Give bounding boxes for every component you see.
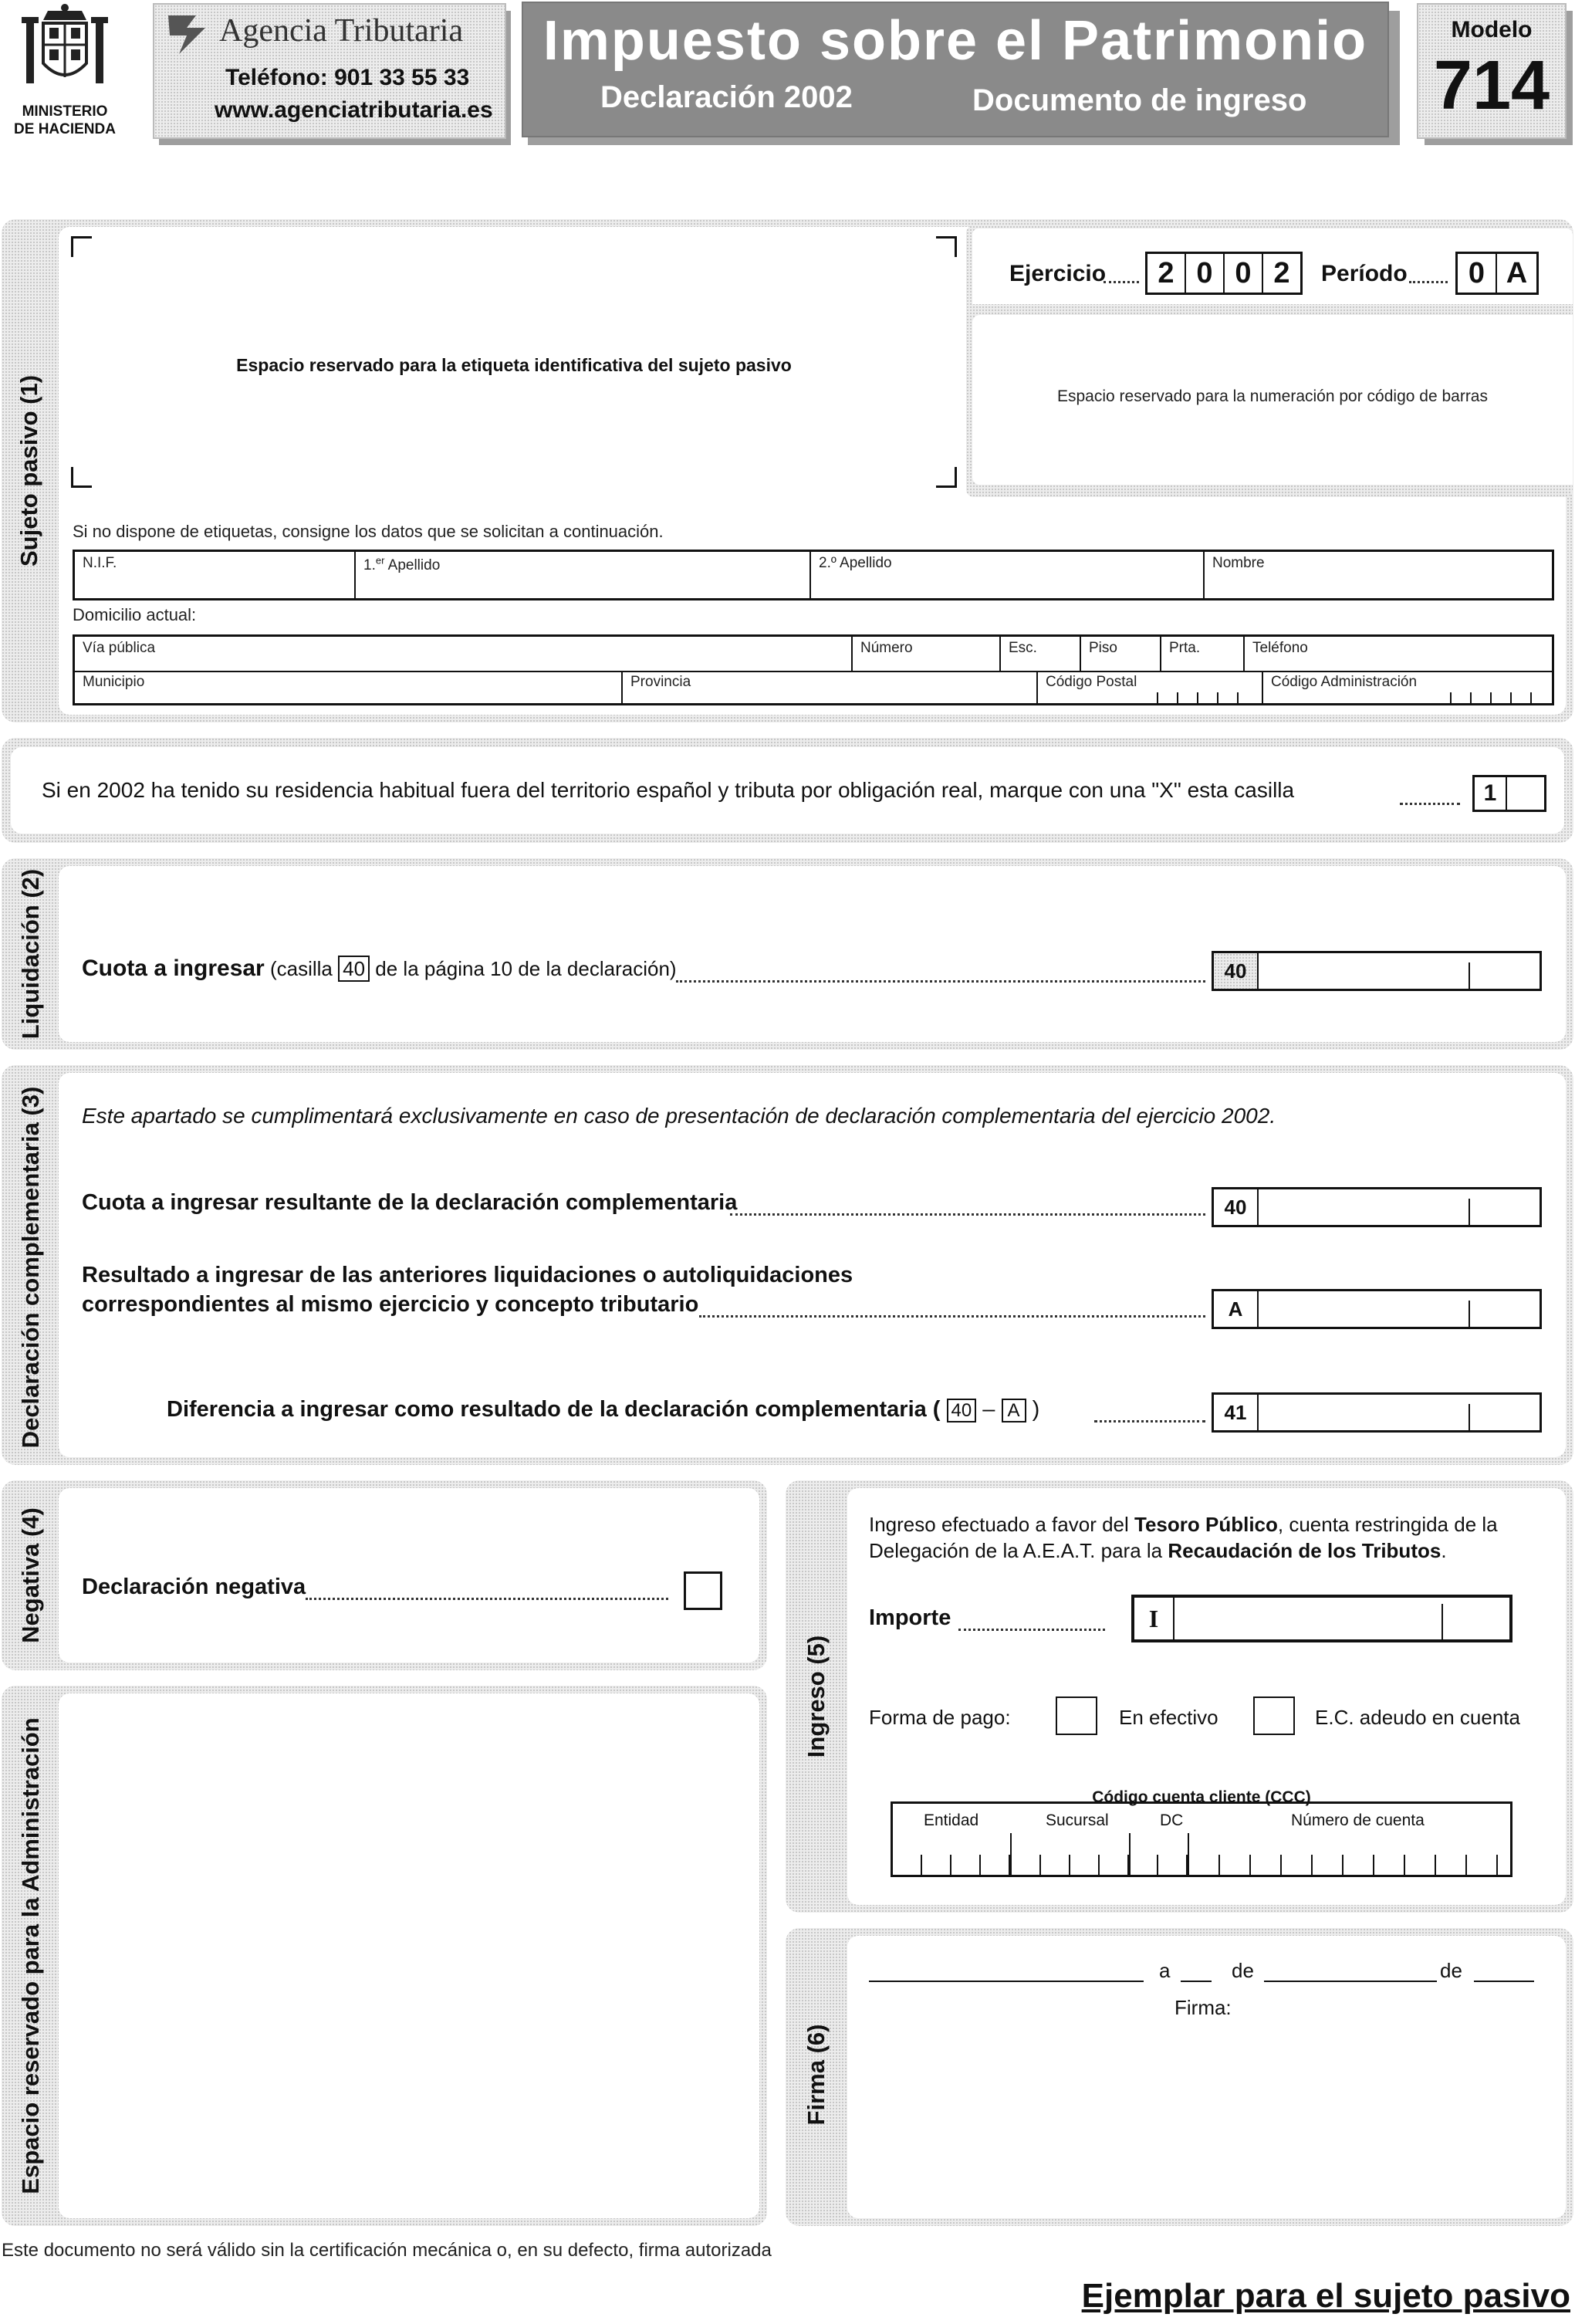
resultado-line1: Resultado a ingresar de las anteriores liquidaciones o autoliquidaciones [82,1263,853,1287]
firma-inner [847,1936,1566,2218]
resultado-decimal [1469,1301,1470,1327]
firma-de2-label: de [1440,1959,1462,1982]
piso-label: Piso [1089,640,1117,656]
diferencia-label: Diferencia a ingresar como resultado de la declaración complementaria ( [167,1397,941,1422]
admin-ticks [1450,692,1550,703]
domicilio-label: Domicilio actual: [73,605,197,624]
residencia-box-number: 1 [1475,777,1507,810]
diferencia-close: ) [1032,1397,1040,1422]
provincia-field[interactable] [623,672,1038,703]
apellido1-label: 1.$^{er}$ Apellido [363,555,441,574]
apellido2-label: 2.º Apellido [819,555,892,571]
cuota-complementaria-dots [730,1213,1205,1216]
importe-label: Importe [869,1605,951,1630]
municipio-field[interactable] [75,672,623,703]
firma-side-label: Firma (6) [803,2024,830,2126]
agency-name: Agencia Tributaria [219,13,464,49]
periodo-box [1455,252,1539,295]
importe-input[interactable] [1174,1598,1509,1639]
ccc-dc-label: DC [1160,1812,1184,1829]
piso-field[interactable] [1081,637,1161,671]
cuota-complementaria-label: Cuota a ingresar resultante de la declaración complementaria [82,1190,738,1215]
modelo-number: 714 [1433,47,1550,124]
complementaria-section [2,1065,1573,1465]
ingreso-line1-c: , cuenta restringida de la [1277,1513,1498,1536]
corner-br [936,467,957,488]
nombre-field[interactable] [1205,552,1552,598]
ejercicio-bar [972,228,1573,304]
resultado-input[interactable] [1259,1291,1540,1327]
diferencia-input[interactable] [1259,1395,1540,1430]
nif-label: N.I.F. [83,555,117,571]
corner-tr [936,236,957,257]
residencia-checkbox[interactable] [1507,777,1544,810]
provincia-label: Provincia [630,674,691,690]
diferencia-code: 41 [1214,1395,1259,1430]
negativa-inner [59,1488,759,1663]
admin-side-label: Espacio reservado para la Administración [17,1717,44,2194]
agency-website: www.agenciatributaria.es [215,97,493,123]
residencia-section [2,738,1573,843]
coat-of-arms-icon [11,3,119,96]
cuota-ingresar-label: Cuota a ingresar [82,956,265,981]
ingreso-section [786,1480,1573,1913]
cuota-complementaria-decimal [1469,1199,1470,1225]
complementaria-inner [59,1073,1566,1457]
corner-tl [71,236,92,257]
negativa-side-label: Negativa (4) [17,1507,44,1643]
prta-field[interactable] [1161,637,1245,671]
title-box [522,2,1389,137]
domicilio-fields [73,634,1554,705]
firma-signature-area[interactable] [869,2028,1548,2198]
ministry-line2: DE HACIENDA [14,121,116,137]
prta-label: Prta. [1169,640,1201,656]
firma-de1-label: de [1232,1959,1254,1982]
diferencia-minus: – [982,1397,995,1422]
barcode-area [972,315,1573,485]
ejercicio-dots [1104,281,1139,283]
ejercicio-box [1145,252,1303,295]
diferencia-ref-b: A [1002,1399,1026,1422]
ejercicio-panel [966,225,1573,497]
label-area [71,236,957,488]
ingreso-line1 [869,1513,1498,1537]
apellido1-field[interactable] [356,552,811,598]
ccc-entidad-ticks [893,1855,1012,1875]
ccc-dc-ticks [1129,1855,1188,1875]
casilla-ref-box: 40 [338,956,370,982]
ingreso-side-label: Ingreso (5) [803,1635,830,1758]
municipio-label: Municipio [83,674,145,690]
modelo-box [1417,3,1567,139]
liquidacion-dots [676,980,1205,983]
cuota-complementaria-code: 40 [1214,1189,1259,1225]
firma-day-line[interactable] [1181,1981,1212,1982]
firma-month-line[interactable] [1264,1981,1437,1982]
efectivo-checkbox[interactable] [1056,1696,1097,1735]
via-publica-label: Vía pública [83,640,156,656]
cuota-complementaria-input[interactable] [1259,1189,1540,1225]
ingreso-line2-b: Recaudación de los Tributos [1168,1539,1441,1562]
ccc-title: Código cuenta cliente (CCC) [1092,1788,1311,1806]
esc-label: Esc. [1009,640,1037,656]
ministry-line1: MINISTERIO [22,103,108,120]
liquidacion-line [82,956,677,982]
liquidacion-inner [59,866,1566,1042]
ejercicio-label: Ejercicio [1009,261,1107,286]
codigo-postal-label: Código Postal [1046,674,1137,690]
apellido1-superscript: er [375,555,385,567]
ingreso-line2-a: Delegación de la A.E.A.T. para la [869,1539,1168,1562]
firma-place-line[interactable] [869,1981,1144,1982]
ingreso-line1-a: Ingreso efectuado a favor del [869,1513,1135,1536]
ejercicio-digit-2: 0 [1186,254,1225,293]
liquidacion-amount-input[interactable] [1259,953,1540,989]
resultado-box [1212,1289,1542,1329]
resultado-code: A [1214,1291,1259,1327]
form-subtitle-right: Documento de ingreso [972,83,1307,117]
numero-field[interactable] [853,637,1001,671]
diferencia-decimal [1469,1404,1470,1430]
corner-bl [71,467,92,488]
nombre-label: Nombre [1212,555,1265,571]
ministry-logo [11,3,119,142]
diferencia-box [1212,1392,1542,1433]
diferencia-ref-a: 40 [947,1399,977,1422]
negativa-section [2,1480,767,1670]
liquidacion-side-label: Liquidación (2) [17,868,44,1040]
residencia-dots [1400,803,1460,805]
diferencia-dots [1094,1420,1205,1422]
ccc-numero-label: Número de cuenta [1291,1812,1425,1829]
negativa-label: Declaración negativa [82,1575,306,1599]
diferencia-line [167,1397,1039,1422]
cp-ticks [1157,692,1257,703]
efectivo-label: En efectivo [1119,1706,1218,1729]
liquidacion-code: 40 [1214,953,1259,989]
apellido2-field[interactable] [811,552,1205,598]
importe-box [1131,1595,1512,1642]
agency-logo-icon [165,11,219,57]
importe-dots [958,1629,1105,1631]
forma-pago-label: Forma de pago: [869,1706,1011,1729]
form-title: Impuesto sobre el Patrimonio [542,10,1368,72]
esc-field[interactable] [1001,637,1081,671]
ejercicio-digit-4: 2 [1273,257,1290,289]
no-label-text: Si no dispone de etiquetas, consigne los datos que se solicitan a continuación. [73,522,664,541]
negativa-dots [306,1598,668,1600]
ejercicio-digit-3: 0 [1225,254,1263,293]
adeudo-label: E.C. adeudo en cuenta [1315,1706,1520,1729]
firma-section [786,1928,1573,2226]
complementaria-side-label: Declaración complementaria (3) [17,1086,44,1449]
ccc-box [891,1788,1512,1877]
negativa-checkbox[interactable] [684,1571,722,1610]
complementaria-intro: Este apartado se cumplimentará exclusivamente en caso de presentación de declaración complementaria del ejercicio 2002. [82,1104,1276,1128]
periodo-char-1: 0 [1458,254,1497,293]
sujeto-pasivo-side-label: Sujeto pasivo (1) [15,374,42,567]
ingreso-line1-b: Tesoro Público [1134,1513,1278,1536]
codigo-admin-label: Código Administración [1271,674,1418,690]
ccc-entidad-label: Entidad [924,1812,979,1829]
liquidacion-decimal-mark [1469,962,1470,989]
importe-code: I [1134,1598,1174,1639]
agency-phone: Teléfono: 901 33 55 33 [225,65,470,90]
liquidacion-section [2,858,1573,1050]
agency-box [153,3,506,139]
codigo-postal-field[interactable] [1038,672,1263,703]
resultado-dots [699,1315,1205,1318]
firma-label: Firma: [1174,1996,1232,2019]
liquidacion-amount-box [1212,951,1542,991]
footer-note: Este documento no será válido sin la certificación mecánica o, en su defecto, firma autorizada [2,2240,772,2261]
ingreso-inner [847,1488,1566,1905]
ingreso-line2-c: . [1441,1539,1447,1562]
barcode-text: Espacio reservado para la numeración por código de barras [1057,387,1488,405]
nif-field[interactable] [75,552,356,598]
ccc-sucursal-label: Sucursal [1046,1812,1109,1829]
nif-fields-row [73,550,1554,600]
admin-inner [59,1693,759,2218]
admin-section [2,1686,767,2226]
ingreso-line2 [869,1539,1447,1563]
form-subtitle-left: Declaración 2002 [600,80,853,114]
residencia-box [1472,775,1546,812]
adeudo-checkbox[interactable] [1253,1696,1295,1735]
ejercicio-digit-1: 2 [1147,254,1186,293]
ccc-sucursal-ticks [1012,1855,1129,1875]
modelo-label: Modelo [1451,17,1533,42]
casilla-suffix: de la página 10 de la declaración) [375,957,677,980]
ejemplar-label: Ejemplar para el sujeto pasivo [1081,2277,1570,2315]
telefono-field[interactable] [1245,637,1552,671]
label-area-text: Espacio reservado para la etiqueta identificativa del sujeto pasivo [236,355,792,375]
numero-label: Número [860,640,913,656]
residencia-text: Si en 2002 ha tenido su residencia habitual fuera del territorio español y tributa por obligación real, marque con una "X" esta casilla [42,778,1295,802]
cuota-complementaria-box [1212,1187,1542,1227]
periodo-char-2: A [1506,257,1528,289]
via-publica-field[interactable] [75,637,853,671]
importe-decimal [1441,1604,1443,1639]
codigo-admin-field[interactable] [1263,672,1552,703]
residencia-inner [11,747,1564,834]
casilla-prefix: (casilla [269,957,333,980]
periodo-dots [1409,281,1448,283]
firma-a-label: a [1159,1959,1171,1982]
telefono-label: Teléfono [1252,640,1308,656]
resultado-line2: correspondientes al mismo ejercicio y concepto tributario [82,1292,699,1317]
firma-year-line[interactable] [1474,1981,1534,1982]
ccc-numero-ticks [1189,1855,1510,1875]
periodo-label: Período [1321,261,1408,286]
